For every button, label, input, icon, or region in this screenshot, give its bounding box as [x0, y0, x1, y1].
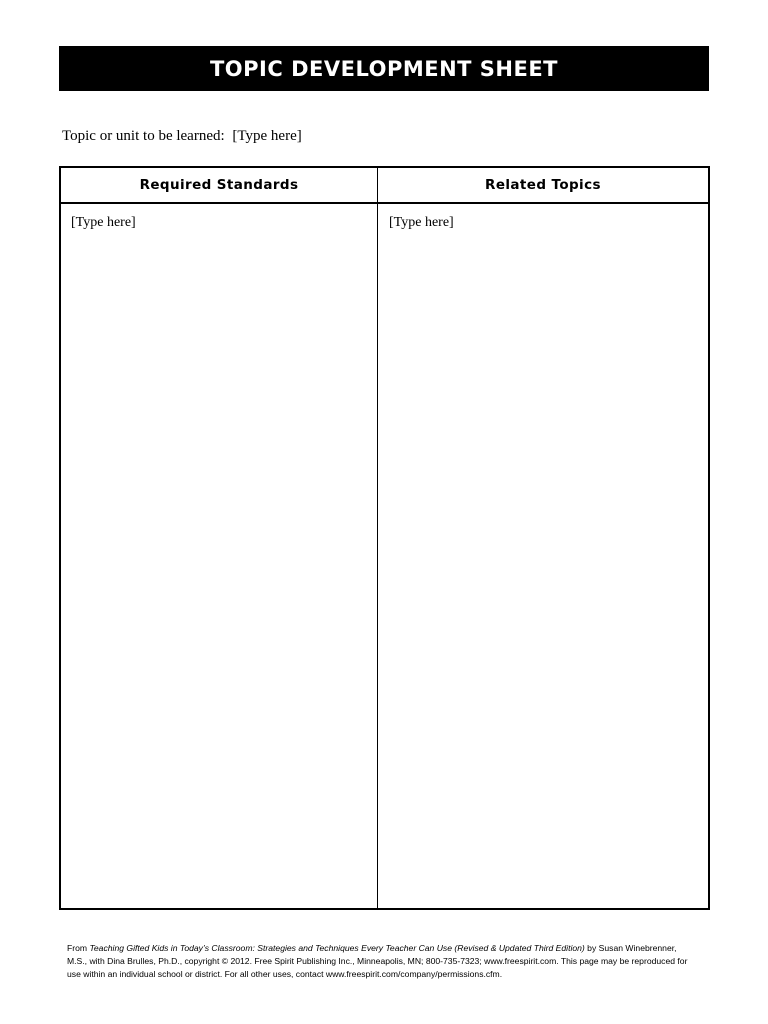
required-standards-field[interactable] — [71, 204, 367, 908]
page-title — [59, 46, 709, 91]
topic-table — [59, 166, 710, 910]
column-header-required-standards: Required Standards — [139, 177, 299, 193]
footer-prefix: From — [67, 943, 90, 953]
topic-input[interactable]: [Type here] — [232, 128, 302, 144]
topic-label: Topic or unit to be learned: — [62, 128, 225, 144]
footer-book-title: Teaching Gifted Kids in Today’s Classroom: Strategies and Techniques Every Teacher Can Use (Revised & Updated Third Edition) — [89, 943, 585, 953]
topic-line — [62, 128, 302, 145]
column-divider — [377, 168, 378, 908]
footer-credits: by Susan Winebrenner, M.S., with Dina Brulles, Ph.D., copyright © 2012. Free Spirit Publishing Inc., Minneapolis, MN; 800-735-7323; www.freespirit.com. This page may be reproduced for use within an individual school or district. For all other uses, contact www.freespirit.com/company/permissions.cfm. — [67, 943, 688, 979]
column-header-related-topics: Related Topics — [485, 177, 601, 193]
page-title-text: TOPIC DEVELOPMENT SHEET — [209, 56, 559, 81]
copyright-footer — [67, 942, 697, 981]
required-standards-text[interactable]: [Type here] — [71, 215, 136, 230]
related-topics-text[interactable]: [Type here] — [389, 215, 454, 230]
related-topics-field[interactable] — [389, 204, 699, 908]
